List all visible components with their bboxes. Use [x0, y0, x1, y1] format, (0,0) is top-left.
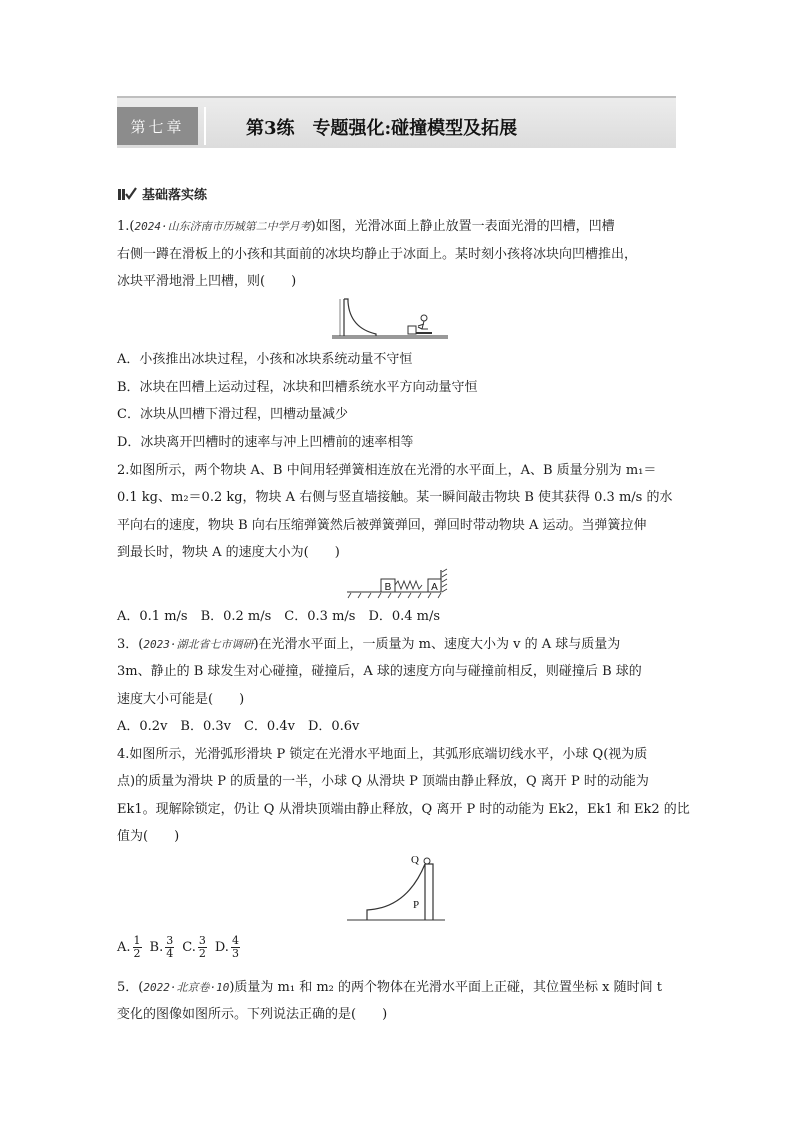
q5-source: 2022·北京卷·10 [143, 981, 230, 994]
q1-source: 2024·山东济南市历城第二中学月考 [134, 220, 311, 233]
q2-line-3: 平向右的速度，物块 B 向右压缩弹簧然后被弹簧弹回，弹回时带动物块 A 运动。当弹簧拉伸 [117, 518, 647, 533]
q2-label-a: A [431, 582, 438, 593]
q4-line-3: Ek1。现解除锁定，仍让 Q 从滑块顶端由静止释放，Q 离开 P 时的动能为 Ek2，Ek1 和 Ek2 的比 [117, 802, 690, 817]
q4-line-1: 4.如图所示，光滑弧形滑块 P 锁定在光滑水平地面上，其弧形底端切线水平，小球 Q(视为质 [117, 747, 648, 762]
q4-option-b: B. $\frac{3}{4}$ [149, 934, 174, 960]
q1-figure [330, 296, 450, 342]
q3-line-2: 3m、静止的 B 球发生对心碰撞，碰撞后，A 球的速度方向与碰撞前相反，则碰撞后 B 球的 [117, 664, 642, 679]
q4-label-p: P [413, 899, 420, 911]
q3-options: A．0.2v B．0.3v C．0.4v D．0.6v [117, 719, 360, 734]
checkmark-icon [117, 187, 137, 201]
q4-line-4: 值为( ) [117, 829, 180, 844]
section-label: 基础落实练 [142, 188, 208, 203]
q1-option-b: B．冰块在凹槽上运动过程，冰块和凹槽系统水平方向动量守恒 [117, 380, 478, 395]
q1-line-2: 右侧一蹲在滑板上的小孩和其面前的冰块均静止于冰面上。某时刻小孩将冰块向凹槽推出， [117, 247, 638, 262]
q2-figure [345, 568, 449, 600]
q5-line-2: 变化的图像如图所示。下列说法正确的是( ) [117, 1007, 388, 1022]
q1-option-d: D．冰块离开凹槽时的速率与冲上凹槽前的速率相等 [117, 435, 414, 450]
q3-line-3: 速度大小可能是( ) [117, 692, 245, 707]
q3-source: 2023·湖北省七市调研 [143, 638, 254, 651]
q2-label-b: B [384, 582, 392, 593]
q4-option-c: C. $\frac{3}{2}$ [182, 934, 206, 960]
q1-option-a: A．小孩推出冰块过程，小孩和冰块系统动量不守恒 [117, 352, 413, 367]
q4-label-q: Q [411, 854, 419, 866]
q2-options: A．0.1 m/s B．0.2 m/s C．0.3 m/s D．0.4 m/s [117, 609, 441, 624]
header-divider [204, 107, 206, 145]
q2-line-1: 2.如图所示，两个物块 A、B 中间用轻弹簧相连放在光滑的水平面上，A、B 质量分别为 m₁＝ [117, 463, 657, 478]
q4-options [117, 935, 242, 960]
page-title: 第3练 专题强化:碰撞模型及拓展 [246, 118, 518, 139]
q1-line-1: 1.(2024·山东济南市历城第二中学月考)如图，光滑冰面上静止放置一表面光滑的凹槽，凹槽 [117, 219, 615, 234]
section-heading [117, 184, 207, 203]
q1-option-c: C．冰块从凹槽下滑过程，凹槽动量减少 [117, 407, 348, 422]
q4-figure [345, 850, 451, 924]
q2-line-4: 到最长时，物块 A 的速度大小为( ) [117, 545, 340, 560]
q4-option-a: A. $\frac{1}{2}$ [117, 934, 141, 960]
q4-line-2: 点)的质量为滑块 P 的质量的一半，小球 Q 从滑块 P 顶端由静止释放，Q 离开 P 时的动能为 [117, 774, 649, 789]
q5-line-1: 5．(2022·北京卷·10)质量为 m₁ 和 m₂ 的两个物体在光滑水平面上正碰，其位置坐标 x 随时间 t [117, 980, 662, 995]
q4-ball-q [424, 858, 430, 864]
q4-option-d: D. $\frac{4}{3}$ [214, 934, 239, 960]
chapter-tab: 第七章 [117, 107, 198, 145]
q3-line-1: 3．(2023·湖北省七市调研)在光滑水平面上，一质量为 m、速度大小为 v 的 A 球与质量为 [117, 637, 621, 652]
q1-line-3: 冰块平滑地滑上凹槽，则( ) [117, 274, 297, 289]
q2-line-2: 0.1 kg、m₂＝0.2 kg，物块 A 右侧与竖直墙接触。某一瞬间敲击物块 B 使其获得 0.3 m/s 的水 [117, 490, 673, 505]
q2-spring [395, 581, 422, 589]
q4-slider-p [367, 864, 425, 920]
